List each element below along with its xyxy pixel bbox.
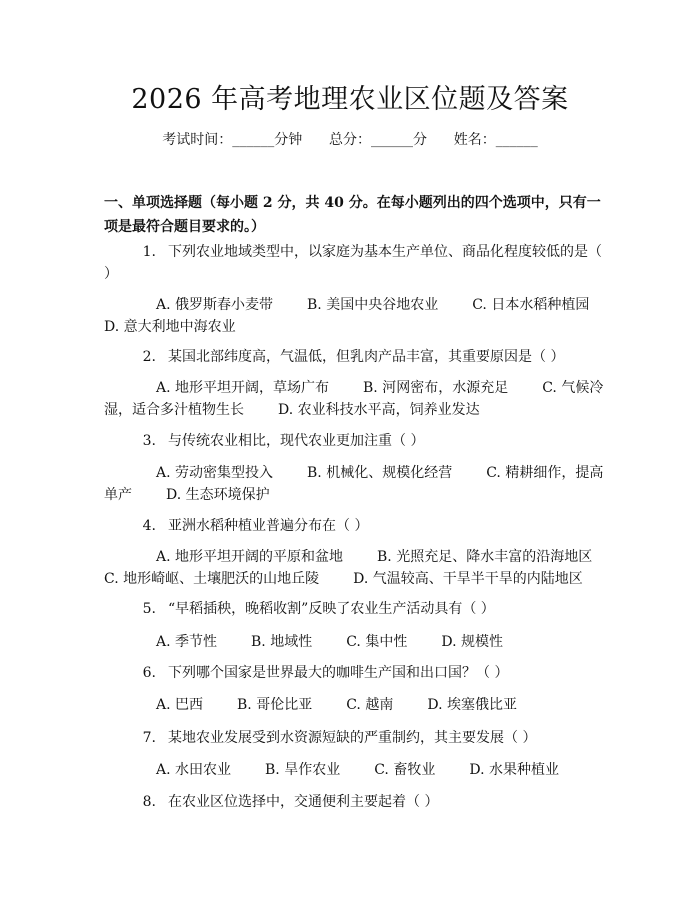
question-stem: 下列农业地域类型中，以家庭为基本生产单位、商品化程度较低的是（ ） [104,244,602,282]
option-c: C. 气候冷湿，适合多汁植物生长 [104,380,604,418]
option-a: A. 地形平坦开阔，草场广布 [156,380,330,396]
question-8 [104,791,604,813]
option-a: A. 劳动密集型投入 [156,465,274,481]
question-2-options [104,377,604,421]
section-heading: 一、单项选择题（每小题 2 分，共 40 分。在每小题列出的四个选项中，只有一项是最符合题目要求的。） [104,195,601,235]
question-4-options [104,546,604,590]
question-stem: 下列哪个国家是世界最大的咖啡生产国和出口国？（ ） [168,665,509,681]
question-number: 5. [142,601,156,617]
option-b: B. 机械化、规模化经营 [307,465,453,481]
option-c: C. 日本水稻种植园 [472,297,590,313]
total-score-label: 总分：______分 [329,132,427,148]
option-d: D. 埃塞俄比亚 [427,697,517,713]
question-stem: “早稻插秧，晚稻收割”反映了农业生产活动具有（ ） [168,601,495,617]
question-number: 1. [142,244,156,260]
question-number: 2. [142,349,156,365]
question-number: 8. [142,794,156,810]
question-stem: 与传统农业相比，现代农业更加注重（ ） [168,433,425,449]
option-c: C. 越南 [346,697,394,713]
option-d: D. 规模性 [441,634,503,650]
option-a: A. 地形平坦开阔的平原和盆地 [156,549,344,565]
page-title: 2026 年高考地理农业区位题及答案 [131,84,569,115]
question-2 [104,346,604,368]
question-stem: 某地农业发展受到水资源短缺的严重制约，其主要发展（ ） [168,730,537,746]
question-3-options [104,462,604,506]
option-d: D. 农业科技水平高，饲养业发达 [278,402,480,418]
option-a: A. 巴西 [156,697,204,713]
option-c: C. 地形崎岖、土壤肥沃的山地丘陵 [104,571,320,587]
question-1 [104,241,604,285]
option-b: B. 旱作农业 [265,762,341,778]
option-d: D. 意大利地中海农业 [104,319,236,335]
option-c: C. 集中性 [346,634,408,650]
question-6-options [104,694,604,716]
option-a: A. 俄罗斯春小麦带 [156,297,274,313]
question-number: 3. [142,433,156,449]
question-3 [104,430,604,452]
option-d: D. 水果种植业 [469,762,559,778]
option-b: B. 地域性 [251,634,313,650]
question-7-options [104,759,604,781]
question-4 [104,515,604,537]
option-a: A. 季节性 [156,634,218,650]
exam-meta [0,130,700,150]
option-a: A. 水田农业 [156,762,232,778]
option-b: B. 河网密布，水源充足 [363,380,509,396]
option-b: B. 光照充足、降水丰富的沿海地区 [377,549,593,565]
question-stem: 某国北部纬度高，气温低，但乳肉产品丰富，其重要原因是（ ） [168,349,565,365]
option-b: B. 美国中央谷地农业 [307,297,439,313]
option-c: C. 畜牧业 [374,762,436,778]
question-6 [104,662,604,684]
exam-time-label: 考试时间：______分钟 [162,132,303,148]
question-5-options [104,631,604,653]
option-d: D. 生态环境保护 [166,487,270,503]
option-d: D. 气温较高、干旱半干旱的内陆地区 [353,571,583,587]
question-stem: 亚洲水稻种植业普遍分布在（ ） [168,518,369,534]
question-number: 6. [142,665,156,681]
option-c: C. 精耕细作，提高单产 [104,465,604,503]
student-name-label: 姓名：______ [453,132,538,148]
question-stem: 在农业区位选择中，交通便利主要起着（ ） [168,794,439,810]
question-7 [104,727,604,749]
option-b: B. 哥伦比亚 [237,697,313,713]
question-1-options [104,294,604,338]
question-number: 7. [142,730,156,746]
question-number: 4. [142,518,156,534]
question-5 [104,598,604,620]
